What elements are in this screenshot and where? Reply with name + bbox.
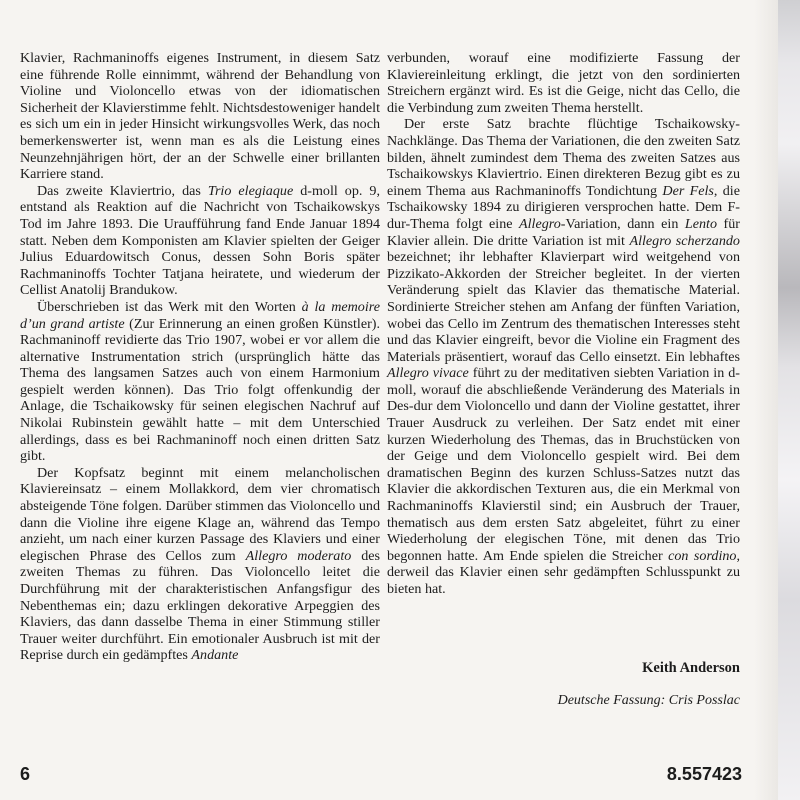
catalogue-number: 8.557423 [666,764,742,784]
paragraph: Klavier, Rachmaninoffs eigenes Instrument, in diesem Satz eine führende Rolle einnimmt, während der Behandlung von Violine und Violoncello etwas von der idiomatischen Sicherheit der Klavierstimme fehlt. Nichtsdestoweniger handelt es sich um ein in jeder Hinsicht wirkungsvolles Werk, das noch bemerkenswerter ist, wenn man es als die Leistung eines Neunzehnjährigen hört, der an der Schwelle einer brillanten Karriere stand. [20,50,380,183]
tempo-marking: Allegro [519,215,561,232]
right-text-column [387,50,740,598]
left-text-column [20,50,380,664]
work-title: Der Fels [662,182,714,199]
author-signature: Keith Anderson [642,660,740,676]
work-title: Trio elegiaque [207,182,294,199]
text-run: des zweiten Themas zu führen. Das Violoncello leitet die Durchführung mit der charakteristischen Anfangsfigur des Nebenthemas ein; dazu erklingen dekorative Arpeggien des Klaviers, das dann dasselbe Thema in einer Stimmung stiller Trauer weiter durchführt. Ein emotionaler Ausbruch ist mit der Reprise durch ein gedämpftes [20,547,381,664]
page-edge-strip [778,0,800,800]
text-run: Das zweite Klaviertrio, das [37,182,208,199]
paragraph [20,465,380,664]
paragraph [20,299,380,465]
tempo-marking: Allegro moderato [245,547,352,564]
text-run: (Zur Erinnerung an einen großen Künstler). Rachmaninoff revidierte das Trio 1907, wobei er vor allem die alternative Instrumentation strich (ursprünglich hätte das Thema des langsamen Satzes auch von einem Harmonium gespielt werden können). Das Trio folgt offenkundig der Anlage, die Tschaikowsky für seinen elegischen Nachruf auf Nikolai Rubinstein gewählt hatte – mit dem Unterschied allerdings, dass es bei Rachmaninoff noch einen dritten Satz gibt. [20,315,380,465]
text-run: Der Kopfsatz beginnt mit einem melancholischen Klaviereinsatz – einem Mollakkord, dem vier chromatisch absteigende Töne folgen. Darüber stimmen das Violoncello und dann die Violine ihre eigene Klage an, während das Tempo anzieht, um nach einer kurzen Passage des Klaviers und einer elegischen Phrase des Cellos zum [20,464,380,564]
tempo-marking: Lento [684,215,718,232]
paragraph: verbunden, worauf eine modifizierte Fassung der Klaviereinleitung erklingt, die jetzt von den sordinierten Streichern ergänzt wird. Es ist die Geige, nicht das Cello, die die Verbindung zum zweiten Thema herstellt. [387,50,740,116]
tempo-marking: Allegro scherzando [629,232,740,249]
text-run: bezeichnet; ihr lebhafter Klavierpart wird weitgehend von Pizzikato-Akkorden der Streicher begleitet. In der vierten Veränderung spielt das Klavier das thematische Material. Sordinierte Streicher stehen am Anfang der fünften Variation, wobei das Cello im Zentrum des thematischen Interesses steht und das Klavier eingreift, bevor die Violine ein Fragment des Materials präsentiert, worauf das Cello einsetzt. Ein lebhaftes [387,249,740,365]
tempo-marking: con sordino [668,547,737,564]
text-run: für Klavier allein. Die dritte Variation ist mit [387,215,740,249]
text-run: , die Tschaikowsky 1894 zu dirigieren versprochen hatte. Dem F-dur-Thema folgt eine [387,182,740,232]
paragraph [20,183,380,299]
dedication-text: à la memoire d’un grand artiste [20,298,380,332]
tempo-marking: Andante [191,647,239,664]
paragraph [387,116,740,597]
text-run: , derweil das Klavier einen sehr gedämpften Schlusspunkt zu bieten hat. [387,547,740,597]
text-run: Der erste Satz brachte flüchtige Tschaikowsky-Nachklänge. Das Thema der Variationen, die den zweiten Satz bilden, ähnelt zumindest dem Thema des zweiten Satzes aus Tschaikowskys Klaviertrio. Einen direkteren Bezug gibt es zu einem Thema aus Rachmaninoffs Tondichtung [387,116,740,199]
text-run: Überschrieben ist das Werk mit den Worten [37,298,302,315]
text-run: -Variation, dann ein [560,215,685,232]
page-number: 6 [20,764,31,784]
text-run: führt zu der meditativen siebten Variation in d-moll, worauf die abschließende Veränderung des Materials in Des-dur dem Violoncello und dann der Violine gestattet, ihrer Trauer Ausdruck zu verleihen. Der Satz endet mit einer kurzen Wiederholung des Themas, das in Bruchstücken von der Geige und dem Violoncello gespielt wird. Bei dem dramatischen Beginn des kurzen Schluss-Satzes nutzt das Klavier die akkordischen Texturen aus, die ein Merkmal von Rachmaninoffs Klavierstil sind; ein Ausbruch der Trauer, thematisch aus dem ersten Satz abgeleitet, führt zu einer Wiederholung der elegischen Töne, mit denen das Trio begonnen hatte. Am Ende spielen die Streicher [387,365,740,564]
tempo-marking: Allegro vivace [387,365,469,382]
text-run: d-moll op. 9, entstand als Reaktion auf die Nachricht von Tschaikowskys Tod im Jahre 1893. Die Uraufführung fand Ende Januar 1894 statt. Neben dem Komponisten am Klavier spielten der Geiger Julius Eduardowitsch Conus, dessen Sohn Boris später Rachmaninoffs Tochter Tatjana heiratete, und wiederum der Cellist Anatolij Brandukow. [20,182,381,299]
translator-credit: Deutsche Fassung: Cris Posslac [557,693,740,708]
